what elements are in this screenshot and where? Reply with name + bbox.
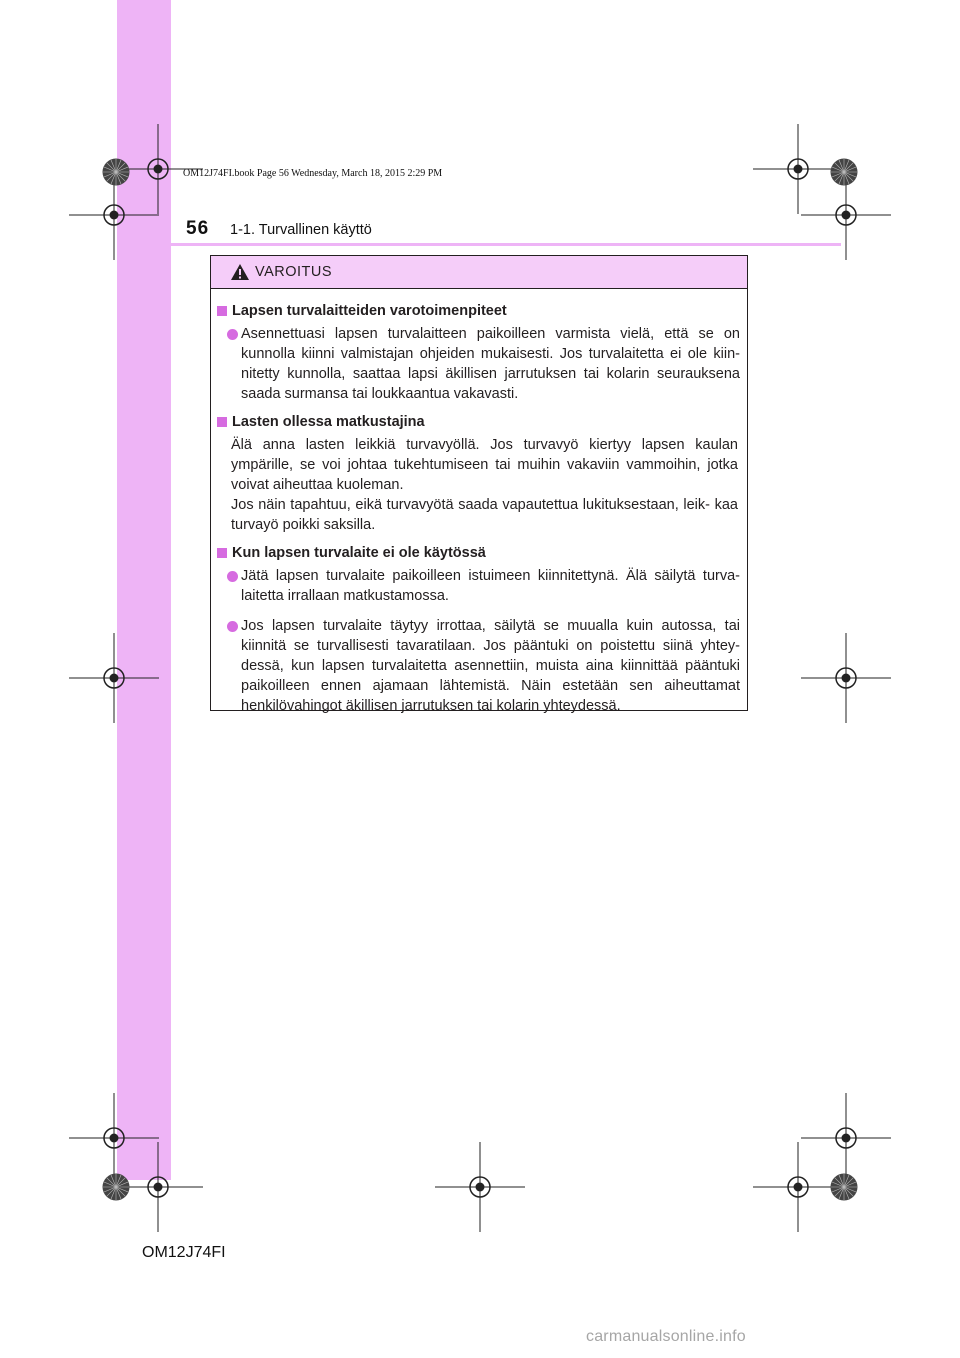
warning-box [210,255,748,714]
paragraph: Älä anna lasten leikkiä turvavyöllä. Jos turvavyö kiertyy lapsen kaulan ympärille, se voi johtaa tukehtumiseen tai muihin vakaviin vammoihin, jotka voivat aiheuttaa kuoleman. [231,437,738,493]
bullet-text: Jätä lapsen turvalaite paikoilleen istuimeen kiinnitettynä. Älä säilytä turva- laitetta irrallaan matkustamossa. [241,568,740,604]
warning-section [217,543,740,716]
square-bullet-icon [217,417,227,427]
section-heading-text: Kun lapsen turvalaite ei ole käytössä [232,545,486,561]
section-title: 1-1. Turvallinen käyttö [230,222,372,238]
warning-section [217,412,740,535]
section-heading [217,301,740,321]
page-number: 56 [186,218,210,239]
bullet-text: Jos lapsen turvalaite täytyy irrottaa, säilytä se muualla kuin autossa, tai kiinnitä se turvallisesti tavaratilaan. Jos pääntuki on poistettu siinä yhtey- dessä, kun lapsen turvalaitetta asennettiin, muista aina kiinnittää pääntuki paikoilleen ennen ajamaan lähtemistä. Näin estetään sen aiheuttamat henkilövahingot äkillisen jarrutuksen tai kolarin yhteydessä. [241,618,740,714]
registration-mark-icon [435,1142,525,1232]
print-header: OM12J74FI.book Page 56 Wednesday, March 18, 2015 2:29 PM [183,168,443,179]
round-bullet-icon [227,329,238,340]
bullet-item [217,566,740,606]
section-heading-text: Lapsen turvalaitteiden varotoimenpiteet [232,303,507,319]
section-heading-text: Lasten ollessa matkustajina [232,414,425,430]
round-bullet-icon [227,571,238,582]
square-bullet-icon [217,306,227,316]
round-bullet-icon [227,621,238,632]
section-heading [217,412,740,432]
square-bullet-icon [217,548,227,558]
warning-body [211,289,747,716]
warning-section [217,301,740,404]
bullet-item [217,616,740,716]
warning-triangle-icon [230,263,250,281]
bullet-item [217,324,740,404]
warning-title: VAROITUS [255,264,333,280]
header-rule [117,243,841,246]
section-heading [217,543,740,563]
watermark: carmanualsonline.info [586,1328,746,1345]
paragraph: Jos näin tapahtuu, eikä turvavyötä saada vapautettua lukituksestaan, leik- kaa turvayö poikki saksilla. [231,497,738,533]
footer-code: OM12J74FI [142,1244,226,1261]
bullet-text: Asennettuasi lapsen turvalaitteen paikoilleen varmista vielä, että se on kunnolla kiinni valmistajan ohjeiden mukaisesti. Jos turvalaitetta ei ole kiin- nitetty kunnolla, saattaa lapsi äkillisen jarrutuksen tai kolarin seurauksena saada surmansa tai loukkaantua vakavasti. [241,326,740,402]
starburst-mark-icon [830,1173,858,1201]
registration-mark-icon [69,633,159,723]
starburst-mark-icon [102,158,130,186]
starburst-mark-icon [830,158,858,186]
warning-header [211,256,747,289]
registration-mark-icon [801,633,891,723]
starburst-mark-icon [102,1173,130,1201]
